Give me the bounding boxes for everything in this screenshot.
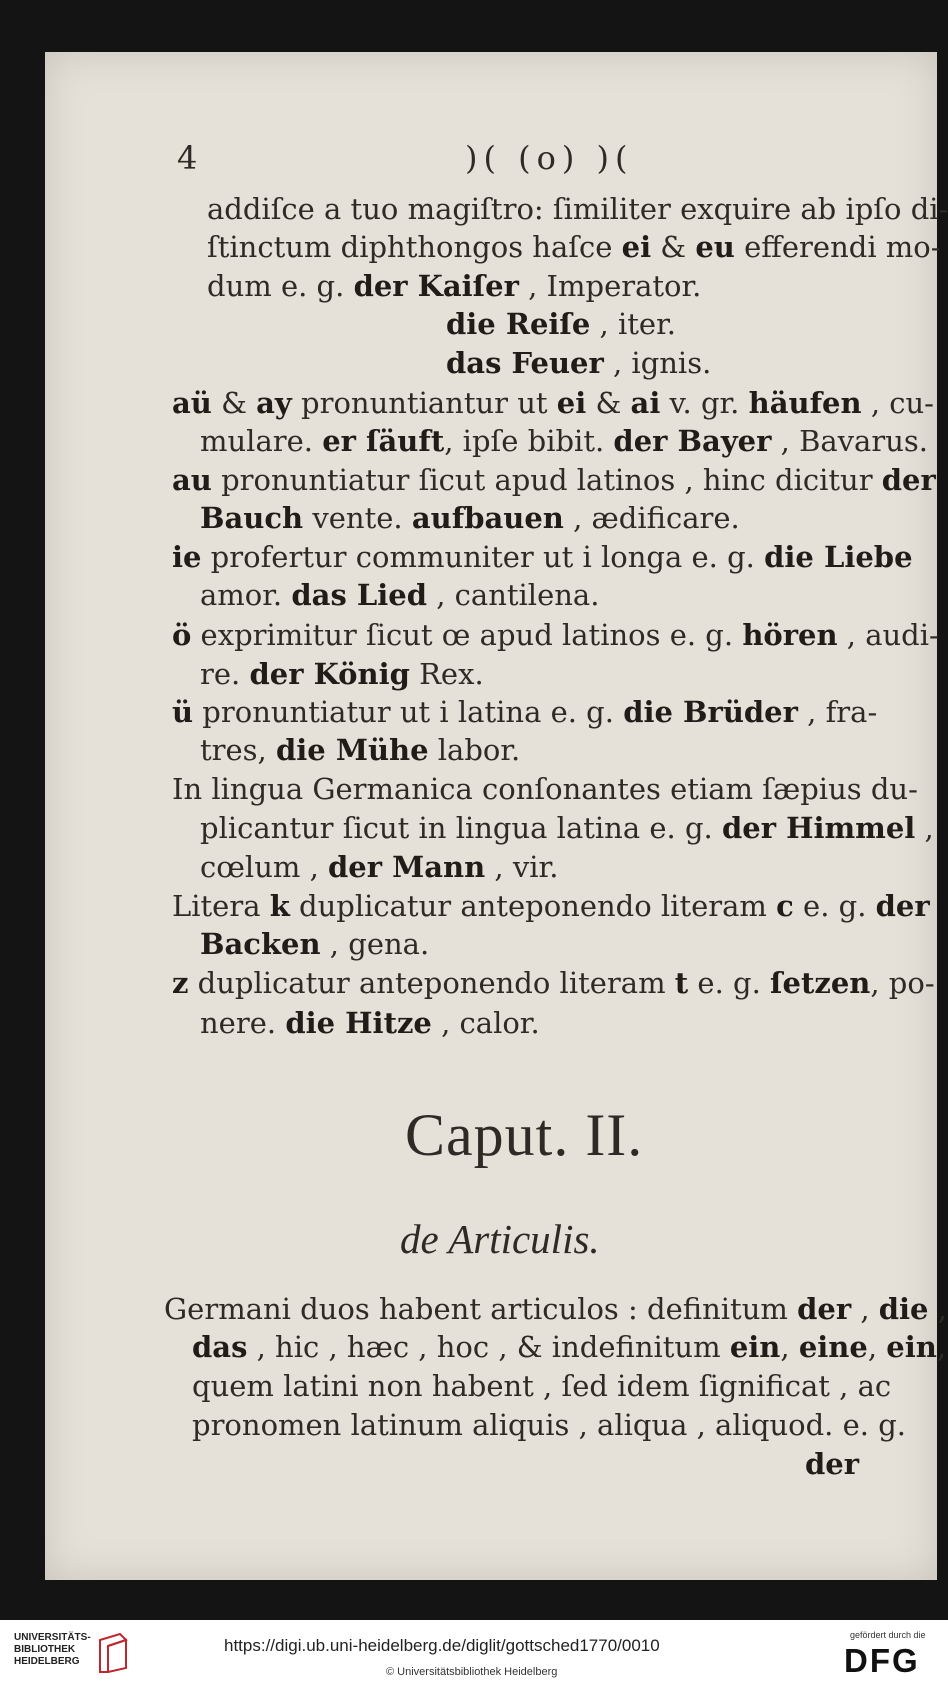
latin-text: , Imperator. <box>518 269 702 303</box>
german-term: der Kaiſer <box>353 269 519 303</box>
text-line <box>172 463 936 497</box>
german-term: die Brüder <box>623 695 798 729</box>
german-term: ein <box>729 1330 781 1364</box>
latin-text: Rex. <box>409 657 484 691</box>
latin-text: pronuntiantur ut <box>291 386 557 420</box>
chapter-subtitle: de Articulis. <box>400 1216 600 1262</box>
german-term: der Bayer <box>613 424 772 458</box>
latin-text: addiſce a tuo magiſtro: ſimiliter exquire ab ipſo di- <box>207 192 948 226</box>
latin-text: pronomen latinum aliquis , aliqua , aliquod. e. g. <box>192 1408 906 1442</box>
latin-text: re. <box>200 657 250 691</box>
latin-text: profertur communiter ut i longa e. g. <box>201 540 765 574</box>
latin-text: , audi- <box>837 618 939 652</box>
german-term: der König <box>249 657 410 691</box>
german-term: die Reiſe <box>446 307 591 341</box>
latin-text: efferendi mo- <box>734 230 941 264</box>
german-term: Backen <box>200 927 321 961</box>
german-term: ö <box>172 618 192 652</box>
text-line <box>172 772 918 806</box>
latin-text: pronuntiatur ſicut apud latinos , hinc dicitur <box>211 463 882 497</box>
text-line <box>192 1330 947 1364</box>
latin-text: & <box>211 386 257 420</box>
text-line <box>200 927 430 961</box>
german-term: ein <box>886 1330 937 1364</box>
german-term: ei <box>621 230 652 264</box>
text-line <box>172 889 930 923</box>
german-term: der <box>875 889 930 923</box>
latin-text: , vir. <box>485 850 559 884</box>
german-term: c <box>776 889 794 923</box>
latin-text: , <box>915 811 934 845</box>
latin-text: v. gr. <box>660 386 749 420</box>
german-term: ei <box>556 386 587 420</box>
latin-text: & <box>586 386 631 420</box>
german-term: das Lied <box>291 578 428 612</box>
latin-text: , gena. <box>320 927 430 961</box>
german-term: ſetzen <box>770 966 871 1000</box>
german-term: die Liebe <box>764 540 913 574</box>
latin-text: dum e. g. <box>207 269 354 303</box>
german-term: au <box>172 463 212 497</box>
latin-text: e. g. <box>688 966 771 1000</box>
latin-text: , hic , hæc , hoc , & indefinitum <box>247 1330 730 1364</box>
latin-text: quem latini non habent , ſed idem ſignificat , ac <box>192 1369 892 1403</box>
latin-text: , cantilena. <box>427 578 600 612</box>
latin-text: tres, <box>200 733 276 767</box>
latin-text: mulare. <box>200 424 323 458</box>
text-line <box>200 850 559 884</box>
latin-text: plicantur ſicut in lingua latina e. g. <box>200 811 722 845</box>
latin-text: , <box>867 1330 887 1364</box>
german-term: aü <box>172 386 212 420</box>
university-name: UNIVERSITÄTS- BIBLIOTHEK HEIDELBERG <box>14 1632 91 1667</box>
permalink-url[interactable]: https://digi.ub.uni-heidelberg.de/diglit/gottsched1770/0010 <box>224 1636 660 1655</box>
latin-text: nere. <box>200 1006 286 1040</box>
latin-text: e. g. <box>793 889 876 923</box>
copyright-text: © Universitätsbibliothek Heidelberg <box>386 1666 558 1678</box>
viewer-footer <box>0 1620 948 1689</box>
text-line <box>446 307 676 341</box>
latin-text: cœlum , <box>200 850 329 884</box>
latin-text: , po- <box>870 966 935 1000</box>
latin-text: , ignis. <box>603 346 712 380</box>
page-number: 4 <box>177 139 198 177</box>
text-line <box>200 501 740 535</box>
latin-text: duplicatur anteponendo literam <box>188 966 675 1000</box>
text-line <box>172 966 935 1000</box>
text-line <box>207 192 948 226</box>
dfg-logo: DFG <box>844 1642 920 1679</box>
german-term: er ſäuft <box>322 424 445 458</box>
text-line <box>200 733 521 767</box>
text-line <box>446 346 712 380</box>
latin-text: labor. <box>428 733 521 767</box>
text-line <box>172 618 939 652</box>
german-term: die Hitze <box>285 1006 432 1040</box>
german-term: ay <box>256 386 292 420</box>
german-term: der <box>881 463 936 497</box>
text-line <box>200 1006 540 1040</box>
latin-text: Litera <box>172 889 270 923</box>
german-term: der Mann <box>328 850 486 884</box>
latin-text: Germani duos habent articulos : definitum <box>164 1292 798 1326</box>
german-term: ie <box>172 540 202 574</box>
text-line <box>192 1369 892 1403</box>
latin-text: exprimitur ſicut œ apud latinos e. g. <box>191 618 743 652</box>
latin-text: , fra- <box>797 695 878 729</box>
text-line <box>164 1292 947 1326</box>
german-term: der <box>805 1447 860 1481</box>
german-term: das Feuer <box>446 346 604 380</box>
latin-text: In lingua Germanica conſonantes etiam ſæpius du- <box>172 772 918 806</box>
german-term: Bauch <box>200 501 304 535</box>
latin-text: & <box>651 230 696 264</box>
german-term: die Mühe <box>276 733 429 767</box>
german-term: aufbauen <box>411 501 564 535</box>
latin-text: , cu- <box>861 386 934 420</box>
german-term: das <box>192 1330 248 1364</box>
text-line <box>200 657 484 691</box>
text-line <box>805 1447 860 1481</box>
german-term: eine <box>798 1330 868 1364</box>
latin-text: pronuntiatur ut i latina e. g. <box>193 695 624 729</box>
latin-text: , Bavarus. <box>771 424 928 458</box>
latin-text: , <box>780 1330 799 1364</box>
page-ornament: )( (o) )( <box>465 139 634 177</box>
latin-text: ſtinctum diphthongos haſce <box>207 230 622 264</box>
latin-text: , iter. <box>590 307 676 341</box>
text-line <box>200 424 928 458</box>
latin-text: , <box>851 1292 879 1326</box>
latin-text: duplicatur anteponendo literam <box>289 889 777 923</box>
text-line <box>207 230 941 264</box>
latin-text: amor. <box>200 578 292 612</box>
german-term: k <box>269 889 290 923</box>
german-term: z <box>172 966 189 1000</box>
university-logo-icon <box>96 1632 130 1676</box>
latin-text: , <box>936 1330 947 1364</box>
text-line <box>200 578 600 612</box>
latin-text: vente. <box>303 501 412 535</box>
german-term: hören <box>742 618 838 652</box>
book-page <box>45 52 948 1580</box>
text-line <box>192 1408 906 1442</box>
text-line <box>172 695 878 729</box>
german-term: t <box>674 966 689 1000</box>
sponsor-text: gefördert durch die <box>850 1630 926 1640</box>
latin-text: , <box>928 1292 947 1326</box>
text-line <box>200 811 934 845</box>
german-term: ü <box>172 695 194 729</box>
german-term: die <box>878 1292 929 1326</box>
latin-text: , calor. <box>431 1006 540 1040</box>
latin-text: , ædificare. <box>563 501 740 535</box>
german-term: ai <box>630 386 661 420</box>
text-line <box>172 540 913 574</box>
text-line <box>172 386 934 420</box>
latin-text: , ipſe bibit. <box>444 424 614 458</box>
german-term: häufen <box>748 386 862 420</box>
german-term: der <box>797 1292 852 1326</box>
german-term: der Himmel <box>721 811 916 845</box>
chapter-title: Caput. II. <box>405 1102 644 1168</box>
text-line <box>207 269 702 303</box>
german-term: eu <box>695 230 735 264</box>
